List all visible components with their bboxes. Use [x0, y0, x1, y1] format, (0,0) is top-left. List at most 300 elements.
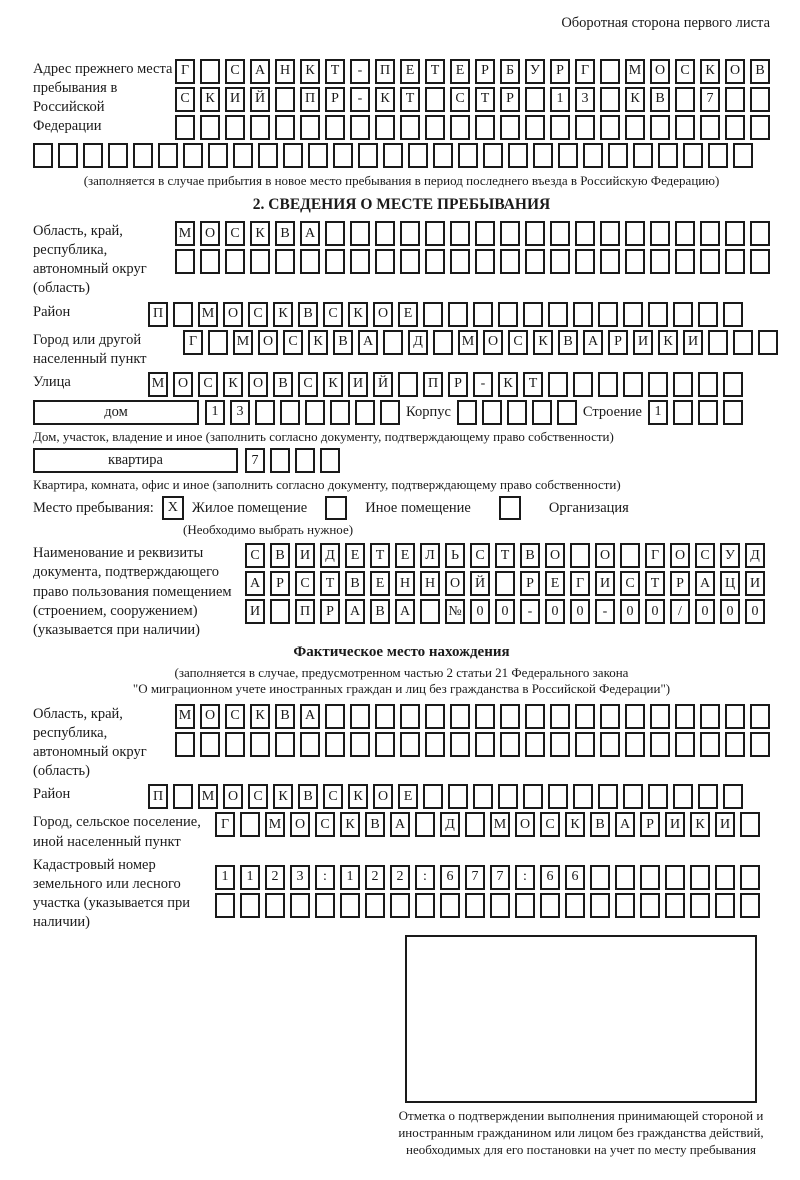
char-cell[interactable]: Т: [370, 543, 390, 568]
char-cell[interactable]: Д: [745, 543, 765, 568]
char-cell[interactable]: [275, 115, 295, 140]
char-cell[interactable]: И: [225, 87, 245, 112]
char-cell[interactable]: [380, 400, 400, 425]
char-cell[interactable]: [375, 732, 395, 757]
char-cell[interactable]: [450, 704, 470, 729]
house-type-box[interactable]: дом: [33, 400, 199, 425]
char-cell[interactable]: [350, 732, 370, 757]
char-cell[interactable]: Т: [495, 543, 515, 568]
char-cell[interactable]: [400, 732, 420, 757]
char-cell[interactable]: [83, 143, 103, 168]
char-cell[interactable]: 7: [245, 448, 265, 473]
char-cell[interactable]: К: [200, 87, 220, 112]
char-cell[interactable]: [458, 143, 478, 168]
char-cell[interactable]: [408, 143, 428, 168]
char-cell[interactable]: М: [198, 784, 218, 809]
char-cell[interactable]: [483, 143, 503, 168]
char-cell[interactable]: -: [350, 87, 370, 112]
char-cell[interactable]: [650, 704, 670, 729]
char-cell[interactable]: [225, 249, 245, 274]
char-cell[interactable]: О: [445, 571, 465, 596]
char-cell[interactable]: [355, 400, 375, 425]
char-cell[interactable]: К: [565, 812, 585, 837]
char-cell[interactable]: [650, 115, 670, 140]
char-cell[interactable]: С: [540, 812, 560, 837]
char-cell[interactable]: [333, 143, 353, 168]
char-cell[interactable]: [250, 732, 270, 757]
char-cell[interactable]: 3: [575, 87, 595, 112]
char-cell[interactable]: [523, 784, 543, 809]
char-cell[interactable]: 6: [565, 865, 585, 890]
char-cell[interactable]: [200, 732, 220, 757]
char-cell[interactable]: П: [148, 302, 168, 327]
char-cell[interactable]: [590, 893, 610, 918]
char-cell[interactable]: [200, 249, 220, 274]
char-cell[interactable]: Т: [645, 571, 665, 596]
char-cell[interactable]: [500, 704, 520, 729]
char-cell[interactable]: И: [348, 372, 368, 397]
char-cell[interactable]: 1: [550, 87, 570, 112]
fact-city-row[interactable]: [215, 812, 760, 837]
char-cell[interactable]: [708, 143, 728, 168]
char-cell[interactable]: М: [175, 221, 195, 246]
char-cell[interactable]: :: [315, 865, 335, 890]
char-cell[interactable]: С: [248, 784, 268, 809]
char-cell[interactable]: [600, 732, 620, 757]
char-cell[interactable]: 0: [570, 599, 590, 624]
char-cell[interactable]: О: [595, 543, 615, 568]
char-cell[interactable]: [473, 784, 493, 809]
char-cell[interactable]: В: [750, 59, 770, 84]
char-cell[interactable]: [495, 571, 515, 596]
char-cell[interactable]: 0: [745, 599, 765, 624]
char-cell[interactable]: [600, 115, 620, 140]
char-cell[interactable]: С: [470, 543, 490, 568]
char-cell[interactable]: [623, 784, 643, 809]
char-cell[interactable]: [750, 249, 770, 274]
char-cell[interactable]: 0: [720, 599, 740, 624]
char-cell[interactable]: В: [590, 812, 610, 837]
char-cell[interactable]: [600, 704, 620, 729]
char-cell[interactable]: Г: [645, 543, 665, 568]
char-cell[interactable]: [325, 704, 345, 729]
char-cell[interactable]: [525, 249, 545, 274]
char-cell[interactable]: К: [498, 372, 518, 397]
char-cell[interactable]: 0: [645, 599, 665, 624]
char-cell[interactable]: Е: [398, 302, 418, 327]
char-cell[interactable]: [475, 115, 495, 140]
char-cell[interactable]: [623, 302, 643, 327]
char-cell[interactable]: С: [175, 87, 195, 112]
char-cell[interactable]: Е: [395, 543, 415, 568]
char-cell[interactable]: М: [265, 812, 285, 837]
char-cell[interactable]: О: [483, 330, 503, 355]
char-cell[interactable]: П: [423, 372, 443, 397]
char-cell[interactable]: [225, 115, 245, 140]
document-row-3[interactable]: [245, 599, 765, 624]
char-cell[interactable]: [325, 115, 345, 140]
char-cell[interactable]: [208, 143, 228, 168]
char-cell[interactable]: Т: [400, 87, 420, 112]
char-cell[interactable]: Т: [325, 59, 345, 84]
document-row-1[interactable]: [245, 543, 765, 568]
char-cell[interactable]: [683, 143, 703, 168]
char-cell[interactable]: М: [625, 59, 645, 84]
char-cell[interactable]: [525, 115, 545, 140]
char-cell[interactable]: [650, 732, 670, 757]
char-cell[interactable]: [482, 400, 502, 425]
char-cell[interactable]: Н: [395, 571, 415, 596]
char-cell[interactable]: 0: [545, 599, 565, 624]
char-cell[interactable]: [330, 400, 350, 425]
char-cell[interactable]: [450, 115, 470, 140]
char-cell[interactable]: А: [345, 599, 365, 624]
char-cell[interactable]: [305, 400, 325, 425]
char-cell[interactable]: [532, 400, 552, 425]
char-cell[interactable]: [600, 221, 620, 246]
char-cell[interactable]: [457, 400, 477, 425]
char-cell[interactable]: [475, 221, 495, 246]
char-cell[interactable]: П: [295, 599, 315, 624]
char-cell[interactable]: С: [225, 221, 245, 246]
char-cell[interactable]: [675, 732, 695, 757]
char-cell[interactable]: [200, 115, 220, 140]
char-cell[interactable]: [583, 143, 603, 168]
char-cell[interactable]: Р: [520, 571, 540, 596]
char-cell[interactable]: 6: [540, 865, 560, 890]
char-cell[interactable]: С: [283, 330, 303, 355]
char-cell[interactable]: Т: [320, 571, 340, 596]
char-cell[interactable]: [640, 893, 660, 918]
char-cell[interactable]: Г: [183, 330, 203, 355]
char-cell[interactable]: [750, 704, 770, 729]
char-cell[interactable]: 2: [365, 865, 385, 890]
char-cell[interactable]: [308, 143, 328, 168]
char-cell[interactable]: О: [515, 812, 535, 837]
char-cell[interactable]: [465, 812, 485, 837]
char-cell[interactable]: [548, 784, 568, 809]
char-cell[interactable]: А: [583, 330, 603, 355]
char-cell[interactable]: К: [375, 87, 395, 112]
char-cell[interactable]: 0: [620, 599, 640, 624]
char-cell[interactable]: [390, 893, 410, 918]
char-cell[interactable]: М: [148, 372, 168, 397]
char-cell[interactable]: П: [300, 87, 320, 112]
char-cell[interactable]: [398, 372, 418, 397]
char-cell[interactable]: О: [258, 330, 278, 355]
char-cell[interactable]: С: [315, 812, 335, 837]
char-cell[interactable]: [133, 143, 153, 168]
char-cell[interactable]: В: [275, 221, 295, 246]
char-cell[interactable]: [400, 249, 420, 274]
char-cell[interactable]: [625, 249, 645, 274]
char-cell[interactable]: О: [373, 784, 393, 809]
fact-region-row-1[interactable]: [175, 704, 770, 729]
char-cell[interactable]: Р: [608, 330, 628, 355]
stay-type-checkbox-residential[interactable]: X: [162, 496, 184, 520]
char-cell[interactable]: [265, 893, 285, 918]
char-cell[interactable]: [690, 865, 710, 890]
char-cell[interactable]: К: [323, 372, 343, 397]
char-cell[interactable]: 1: [240, 865, 260, 890]
char-cell[interactable]: К: [348, 302, 368, 327]
char-cell[interactable]: [625, 115, 645, 140]
char-cell[interactable]: -: [350, 59, 370, 84]
char-cell[interactable]: [575, 249, 595, 274]
char-cell[interactable]: [575, 704, 595, 729]
char-cell[interactable]: К: [223, 372, 243, 397]
char-cell[interactable]: [400, 221, 420, 246]
char-cell[interactable]: [440, 893, 460, 918]
char-cell[interactable]: 3: [230, 400, 250, 425]
char-cell[interactable]: [700, 704, 720, 729]
char-cell[interactable]: О: [670, 543, 690, 568]
char-cell[interactable]: [158, 143, 178, 168]
char-cell[interactable]: [750, 87, 770, 112]
char-cell[interactable]: [675, 221, 695, 246]
char-cell[interactable]: [550, 732, 570, 757]
char-cell[interactable]: А: [300, 704, 320, 729]
char-cell[interactable]: В: [273, 372, 293, 397]
char-cell[interactable]: [598, 372, 618, 397]
char-cell[interactable]: С: [295, 571, 315, 596]
char-cell[interactable]: [725, 115, 745, 140]
char-cell[interactable]: И: [745, 571, 765, 596]
char-cell[interactable]: У: [525, 59, 545, 84]
char-cell[interactable]: Й: [250, 87, 270, 112]
char-cell[interactable]: [570, 543, 590, 568]
char-cell[interactable]: [350, 704, 370, 729]
district-row[interactable]: [148, 302, 743, 327]
char-cell[interactable]: [465, 893, 485, 918]
char-cell[interactable]: [375, 221, 395, 246]
char-cell[interactable]: [425, 249, 445, 274]
char-cell[interactable]: [723, 302, 743, 327]
char-cell[interactable]: Р: [270, 571, 290, 596]
char-cell[interactable]: [698, 400, 718, 425]
char-cell[interactable]: [615, 865, 635, 890]
char-cell[interactable]: К: [700, 59, 720, 84]
char-cell[interactable]: В: [333, 330, 353, 355]
char-cell[interactable]: [723, 372, 743, 397]
char-cell[interactable]: [350, 221, 370, 246]
char-cell[interactable]: [375, 704, 395, 729]
char-cell[interactable]: А: [390, 812, 410, 837]
char-cell[interactable]: С: [323, 302, 343, 327]
char-cell[interactable]: [383, 143, 403, 168]
char-cell[interactable]: [215, 893, 235, 918]
char-cell[interactable]: К: [250, 704, 270, 729]
char-cell[interactable]: О: [173, 372, 193, 397]
char-cell[interactable]: В: [298, 302, 318, 327]
char-cell[interactable]: [573, 372, 593, 397]
char-cell[interactable]: О: [373, 302, 393, 327]
char-cell[interactable]: Е: [450, 59, 470, 84]
char-cell[interactable]: С: [675, 59, 695, 84]
char-cell[interactable]: К: [533, 330, 553, 355]
char-cell[interactable]: :: [415, 865, 435, 890]
char-cell[interactable]: Й: [470, 571, 490, 596]
char-cell[interactable]: [108, 143, 128, 168]
char-cell[interactable]: У: [720, 543, 740, 568]
char-cell[interactable]: -: [595, 599, 615, 624]
char-cell[interactable]: [175, 115, 195, 140]
char-cell[interactable]: [58, 143, 78, 168]
char-cell[interactable]: [433, 143, 453, 168]
char-cell[interactable]: /: [670, 599, 690, 624]
char-cell[interactable]: С: [508, 330, 528, 355]
street-row[interactable]: [148, 372, 743, 397]
char-cell[interactable]: С: [323, 784, 343, 809]
char-cell[interactable]: [550, 249, 570, 274]
char-cell[interactable]: №: [445, 599, 465, 624]
char-cell[interactable]: Т: [425, 59, 445, 84]
char-cell[interactable]: [533, 143, 553, 168]
fact-region-row-2[interactable]: [175, 732, 770, 757]
char-cell[interactable]: [658, 143, 678, 168]
char-cell[interactable]: [625, 704, 645, 729]
char-cell[interactable]: [750, 115, 770, 140]
char-cell[interactable]: Е: [345, 543, 365, 568]
char-cell[interactable]: [550, 221, 570, 246]
char-cell[interactable]: 0: [495, 599, 515, 624]
house-number-cells[interactable]: [205, 400, 400, 425]
char-cell[interactable]: К: [658, 330, 678, 355]
char-cell[interactable]: [280, 400, 300, 425]
region-row-2[interactable]: [175, 249, 770, 274]
char-cell[interactable]: [400, 704, 420, 729]
char-cell[interactable]: 2: [265, 865, 285, 890]
char-cell[interactable]: [750, 732, 770, 757]
char-cell[interactable]: Н: [275, 59, 295, 84]
char-cell[interactable]: [500, 115, 520, 140]
char-cell[interactable]: [675, 249, 695, 274]
prev-address-row-4[interactable]: [33, 143, 770, 168]
char-cell[interactable]: К: [273, 302, 293, 327]
char-cell[interactable]: [183, 143, 203, 168]
char-cell[interactable]: В: [650, 87, 670, 112]
char-cell[interactable]: П: [148, 784, 168, 809]
char-cell[interactable]: [525, 221, 545, 246]
char-cell[interactable]: Р: [500, 87, 520, 112]
city-row[interactable]: [183, 330, 778, 355]
char-cell[interactable]: Д: [408, 330, 428, 355]
char-cell[interactable]: О: [545, 543, 565, 568]
char-cell[interactable]: [425, 221, 445, 246]
char-cell[interactable]: [715, 893, 735, 918]
char-cell[interactable]: [648, 372, 668, 397]
cadastral-row-1[interactable]: [215, 865, 760, 890]
char-cell[interactable]: [365, 893, 385, 918]
char-cell[interactable]: [675, 704, 695, 729]
char-cell[interactable]: [548, 302, 568, 327]
char-cell[interactable]: [698, 302, 718, 327]
char-cell[interactable]: [633, 143, 653, 168]
char-cell[interactable]: В: [520, 543, 540, 568]
char-cell[interactable]: Н: [420, 571, 440, 596]
fact-district-row[interactable]: [148, 784, 743, 809]
char-cell[interactable]: [425, 115, 445, 140]
char-cell[interactable]: С: [198, 372, 218, 397]
char-cell[interactable]: Р: [448, 372, 468, 397]
char-cell[interactable]: [665, 865, 685, 890]
char-cell[interactable]: В: [270, 543, 290, 568]
char-cell[interactable]: [548, 372, 568, 397]
char-cell[interactable]: [233, 143, 253, 168]
char-cell[interactable]: [725, 704, 745, 729]
char-cell[interactable]: [600, 249, 620, 274]
char-cell[interactable]: [575, 115, 595, 140]
char-cell[interactable]: [733, 330, 753, 355]
char-cell[interactable]: [250, 115, 270, 140]
char-cell[interactable]: [498, 302, 518, 327]
char-cell[interactable]: [700, 221, 720, 246]
char-cell[interactable]: И: [683, 330, 703, 355]
char-cell[interactable]: М: [490, 812, 510, 837]
char-cell[interactable]: Р: [475, 59, 495, 84]
char-cell[interactable]: [675, 87, 695, 112]
char-cell[interactable]: И: [715, 812, 735, 837]
char-cell[interactable]: О: [223, 302, 243, 327]
char-cell[interactable]: [258, 143, 278, 168]
char-cell[interactable]: В: [370, 599, 390, 624]
char-cell[interactable]: [450, 221, 470, 246]
char-cell[interactable]: [750, 221, 770, 246]
char-cell[interactable]: К: [348, 784, 368, 809]
char-cell[interactable]: [175, 249, 195, 274]
char-cell[interactable]: В: [345, 571, 365, 596]
char-cell[interactable]: Г: [215, 812, 235, 837]
char-cell[interactable]: А: [250, 59, 270, 84]
char-cell[interactable]: И: [633, 330, 653, 355]
char-cell[interactable]: [590, 865, 610, 890]
char-cell[interactable]: [523, 302, 543, 327]
char-cell[interactable]: К: [308, 330, 328, 355]
char-cell[interactable]: [740, 812, 760, 837]
char-cell[interactable]: [300, 115, 320, 140]
char-cell[interactable]: [475, 732, 495, 757]
char-cell[interactable]: [275, 87, 295, 112]
char-cell[interactable]: И: [665, 812, 685, 837]
char-cell[interactable]: [508, 143, 528, 168]
char-cell[interactable]: Ь: [445, 543, 465, 568]
char-cell[interactable]: А: [300, 221, 320, 246]
char-cell[interactable]: Д: [440, 812, 460, 837]
char-cell[interactable]: [700, 115, 720, 140]
char-cell[interactable]: О: [200, 704, 220, 729]
char-cell[interactable]: [700, 249, 720, 274]
char-cell[interactable]: [640, 865, 660, 890]
char-cell[interactable]: [615, 893, 635, 918]
char-cell[interactable]: [675, 115, 695, 140]
char-cell[interactable]: [625, 221, 645, 246]
char-cell[interactable]: [673, 400, 693, 425]
char-cell[interactable]: [500, 221, 520, 246]
prev-address-row-2[interactable]: [175, 87, 770, 112]
document-row-2[interactable]: [245, 571, 765, 596]
char-cell[interactable]: [507, 400, 527, 425]
char-cell[interactable]: К: [273, 784, 293, 809]
char-cell[interactable]: [690, 893, 710, 918]
char-cell[interactable]: [558, 143, 578, 168]
char-cell[interactable]: [448, 302, 468, 327]
char-cell[interactable]: [598, 784, 618, 809]
char-cell[interactable]: [423, 302, 443, 327]
char-cell[interactable]: [375, 115, 395, 140]
char-cell[interactable]: [625, 732, 645, 757]
char-cell[interactable]: [475, 704, 495, 729]
char-cell[interactable]: 1: [340, 865, 360, 890]
